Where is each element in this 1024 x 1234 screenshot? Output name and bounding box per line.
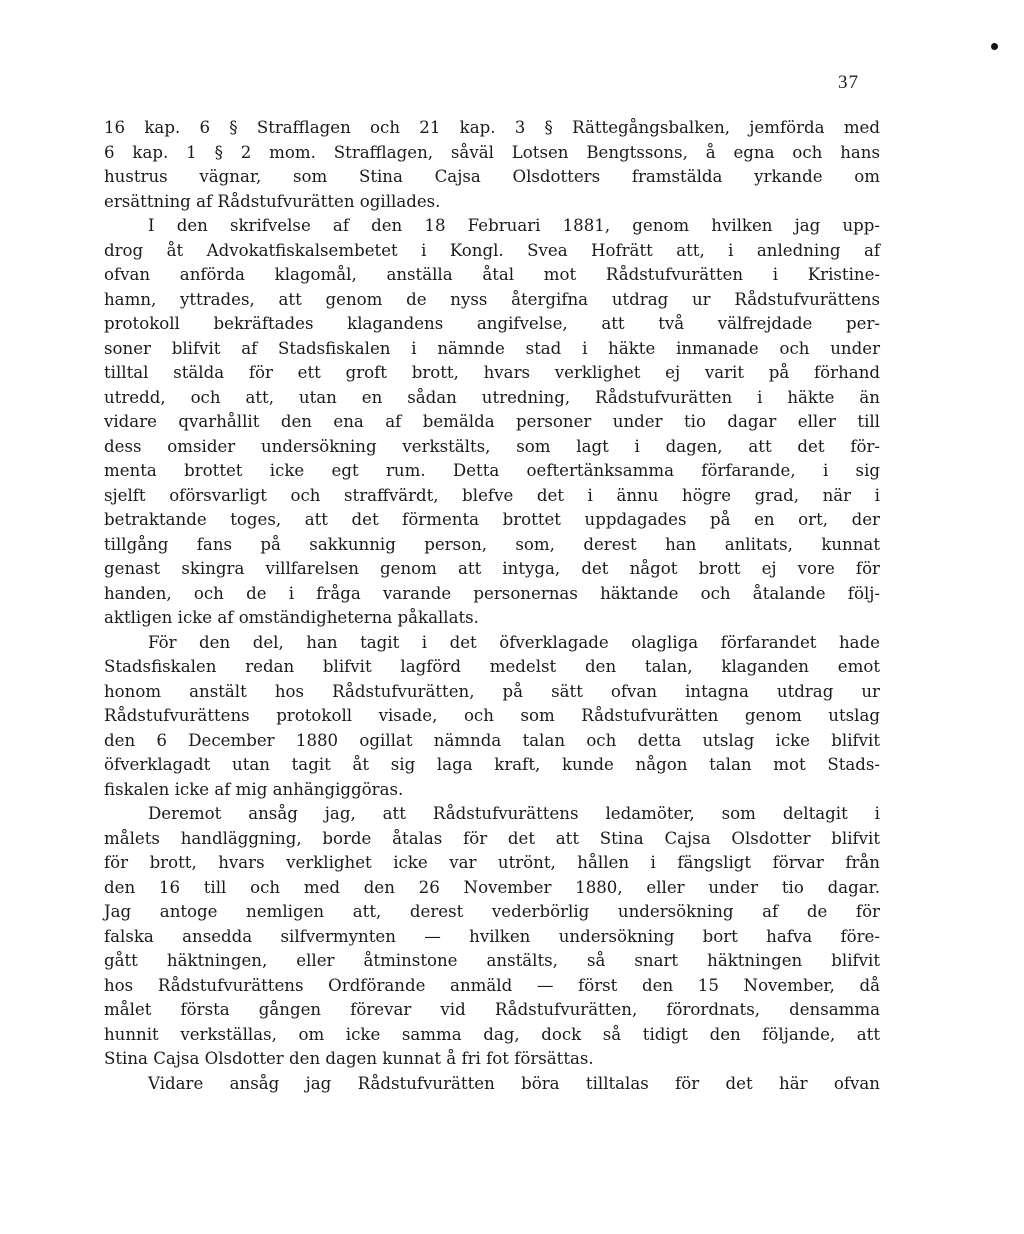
text-line: Vidare ansåg jag Rådstufvurätten böra tilltalas för det här ofvan xyxy=(148,1073,880,1093)
text-line: tilltal stälda för ett groft brott, hvars verklighet ej varit på förhand xyxy=(104,363,880,382)
text-line: fiskalen icke af mig anhängiggöras. xyxy=(104,779,404,799)
text-line: Deremot ansåg jag, att Rådstufvurättens ledamöter, som deltagit i xyxy=(148,804,880,823)
text-line: falska ansedda silfvermynten — hvilken undersökning bort hafva före- xyxy=(104,926,880,946)
text-line: ofvan anförda klagomål, anställa åtal mot Rådstufvurätten i Kristine- xyxy=(104,265,880,284)
text-line: Stadsfiskalen redan blifvit lagförd medelst den talan, klaganden emot xyxy=(104,657,880,676)
text-line: Rådstufvurättens protokoll visade, och som Rådstufvurätten genom utslag xyxy=(104,706,880,725)
text-line: Jag antoge nemligen att, derest vederbörlig undersökning af de för xyxy=(104,902,880,921)
text-line: dess omsider undersökning verkstälts, som lagt i dagen, att det för- xyxy=(104,436,880,456)
text-line: För den del, han tagit i det öfverklagade olagliga förfarandet hade xyxy=(148,632,880,652)
text-line: hamn, yttrades, att genom de nyss återgifna utdrag ur Rådstufvurättens xyxy=(104,289,880,309)
text-line: soner blifvit af Stadsfiskalen i nämnde stad i häkte inmanade och under xyxy=(104,338,880,358)
text-line: ersättning af Rådstufvurätten ogillades. xyxy=(104,191,441,211)
text-line: den 6 December 1880 ogillat nämnda talan och detta utslag icke blifvit xyxy=(104,730,880,750)
text-line: vidare qvarhållit den ena af bemälda personer under tio dagar eller till xyxy=(104,412,880,431)
text-line: sjelft oförsvarligt och straffvärdt, blefve det i ännu högre grad, när i xyxy=(104,485,880,505)
text-line: utredd, och att, utan en sådan utredning, Rådstufvurätten i häkte än xyxy=(104,387,880,407)
text-line: hos Rådstufvurättens Ordförande anmäld — först den 15 November, då xyxy=(104,975,880,995)
text-line: hustrus vägnar, som Stina Cajsa Olsdotters framstälda yrkande om xyxy=(104,167,880,186)
body-text xyxy=(104,116,880,1096)
text-line: tillgång fans på sakkunnig person, som, derest han anlitats, kunnat xyxy=(104,534,880,554)
page-number: 37 xyxy=(838,72,859,93)
text-line: öfverklagadt utan tagit åt sig laga kraft, kunde någon talan mot Stads- xyxy=(104,755,880,774)
text-line: protokoll bekräftades klagandens angifvelse, att två välfrejdade per- xyxy=(104,314,880,333)
text-line: målets handläggning, borde åtalas för det att Stina Cajsa Olsdotter blifvit xyxy=(104,828,880,848)
text-line: 16 kap. 6 § Strafflagen och 21 kap. 3 § Rättegångsbalken, jemförda med xyxy=(104,118,880,137)
text-line: handen, och de i fråga varande personernas häktande och åtalande följ- xyxy=(104,583,880,603)
text-line: menta brottet icke egt rum. Detta oeftertänksamma förfarande, i sig xyxy=(104,461,880,480)
text-line: för brott, hvars verklighet icke var utrönt, hållen i fängsligt förvar från xyxy=(104,853,880,872)
text-line: aktligen icke af omständigheterna påkallats. xyxy=(104,608,479,627)
text-line: betraktande toges, att det förmenta brottet uppdagades på en ort, der xyxy=(104,510,880,529)
text-line: den 16 till och med den 26 November 1880, eller under tio dagar. xyxy=(104,877,880,897)
text-line: I den skrifvelse af den 18 Februari 1881, genom hvilken jag upp- xyxy=(148,216,880,235)
text-line: honom anstält hos Rådstufvurätten, på sätt ofvan intagna utdrag ur xyxy=(104,681,880,701)
text-line: drog åt Advokatfiskalsembetet i Kongl. Svea Hofrätt att, i anledning af xyxy=(104,240,880,260)
text-line: genast skingra villfarelsen genom att intyga, det något brott ej vore för xyxy=(104,559,880,578)
text-line: målet första gången förevar vid Rådstufvurätten, förordnats, densamma xyxy=(104,1000,880,1019)
text-line: gått häktningen, eller åtminstone anstälts, så snart häktningen blifvit xyxy=(104,951,880,970)
text-line: 6 kap. 1 § 2 mom. Strafflagen, såväl Lotsen Bengtssons, å egna och hans xyxy=(104,142,880,162)
ink-dot-mark xyxy=(991,43,998,50)
text-line: Stina Cajsa Olsdotter den dagen kunnat å fri fot försättas. xyxy=(104,1049,594,1068)
text-line: hunnit verkställas, om icke samma dag, dock så tidigt den följande, att xyxy=(104,1024,880,1044)
